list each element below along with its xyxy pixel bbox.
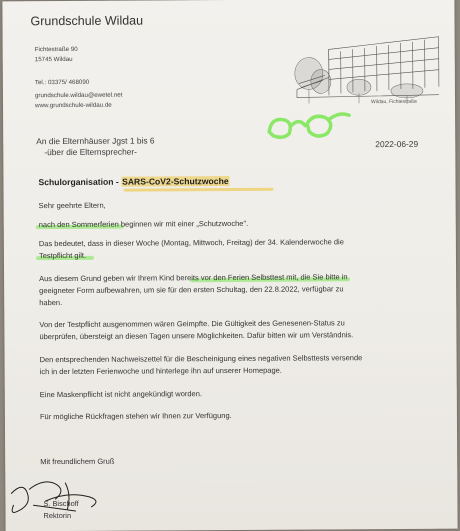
paragraph-4-line-2: überprüfen, übersteigt an diesen Tagen unsere Möglichkeiten. Dafür bitten wir um Verständnis. [39,330,354,342]
signatory-role: Rektorin [43,510,72,521]
recipient-block [36,135,154,157]
paragraph-2-line-1: Das bedeutet, dass in dieser Woche (Montag, Mittwoch, Freitag) der 34. Kalenderwoche die [38,237,344,249]
paragraph-6: Eine Maskenpflicht ist nicht angekündigt worden. [39,389,203,400]
school-city: 15745 Wildau [34,55,73,64]
signatory-name: S. Bischoff [43,498,79,509]
school-street: Fichtestraße 90 [34,45,78,54]
paragraph-5-line-1: Den entsprechenden Nachweiszettel für die Bescheinigung eines negativen Selbsttests versende [39,353,363,365]
paragraph-2-line-2: Testpflicht gilt. [38,250,87,261]
paragraph-5-line-2: ich in der letzten Ferienwoche und hinterlege ihn auf unserer Homepage. [39,365,282,377]
subject-highlight: SARS-CoV2-Schutzwoche [122,176,229,187]
closing: Mit freundlichem Gruß [40,456,115,467]
paragraph-1: nach den Sommerferien beginnen wir mit einer „Schutzwoche". [38,218,249,230]
recipient-line-1: An die Elternhäuser Jgst 1 bis 6 [36,135,155,147]
marker-doodle-icon [265,105,355,146]
sketch-caption: Wildau, Fichtestraße [370,98,417,106]
school-website: www.grundschule-wildau.de [35,101,112,110]
recipient-line-2: -über die Elternsprecher- [44,146,137,157]
paragraph-7: Für mögliche Rückfragen stehen wir Ihnen zur Verfügung. [39,410,232,422]
salutation: Sehr geehrte Eltern, [38,200,106,211]
school-phone: Tel.: 03375/ 468090 [34,78,90,87]
paragraph-3-line-3: haben. [39,298,63,308]
school-email: grundschule.wildau@ewetel.net [34,91,123,100]
school-building-sketch [289,29,441,108]
subject-underline-marker [124,188,274,192]
letter-date: 2022-06-29 [375,138,419,150]
subject-prefix: Schulorganisation - [38,176,122,188]
letter-subject [38,176,229,187]
letter-page [2,0,457,531]
paragraph-3-line-2: geeigneter Form aufbewahren, um sie für den ersten Schultag, den 22.8.2022, verfügbar zu [39,284,344,296]
school-name: Grundschule Wildau [30,13,144,29]
paragraph-4-line-1: Von der Testpflicht ausgenommen wären Geimpfte. Die Gültigkeit des Genesenen-Status zu [39,318,345,330]
paragraph-3-line-1: Aus diesem Grund geben wir Ihrem Kind bereits vor den Ferien Selbsttest mit, die Sie bitte in [39,272,348,284]
